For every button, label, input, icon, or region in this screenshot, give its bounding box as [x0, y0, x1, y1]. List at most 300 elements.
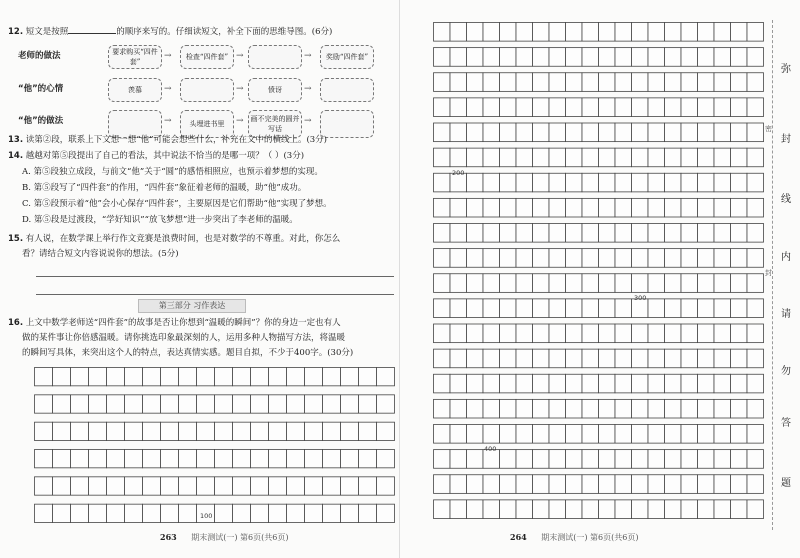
grid-cell[interactable] [566, 73, 583, 92]
grid-cell[interactable] [71, 477, 89, 495]
grid-cell[interactable] [698, 123, 715, 142]
grid-cell[interactable] [341, 395, 359, 413]
grid-cell[interactable] [648, 173, 665, 192]
grid-cell[interactable] [714, 299, 731, 318]
grid-cell[interactable] [615, 73, 632, 92]
grid-cell[interactable] [377, 450, 395, 468]
grid-cell[interactable] [483, 374, 500, 393]
grid-cell[interactable] [549, 425, 566, 444]
grid-cell[interactable] [89, 504, 107, 522]
grid-cell[interactable] [53, 450, 71, 468]
grid-cell[interactable] [714, 173, 731, 192]
grid-cell[interactable] [714, 425, 731, 444]
grid-cell[interactable] [305, 395, 323, 413]
grid-cell[interactable] [359, 477, 377, 495]
grid-cell[interactable] [648, 299, 665, 318]
grid-cell[interactable] [665, 173, 682, 192]
grid-cell[interactable] [35, 477, 53, 495]
grid-cell[interactable] [566, 48, 583, 67]
grid-cell[interactable] [549, 48, 566, 67]
grid-cell[interactable] [582, 249, 599, 268]
grid-cell[interactable] [747, 374, 764, 393]
grid-cell[interactable] [179, 450, 197, 468]
grid-cell[interactable] [533, 98, 550, 117]
grid-cell[interactable] [599, 324, 616, 343]
grid-cell[interactable] [516, 500, 533, 519]
grid-cell[interactable] [632, 198, 649, 217]
grid-cell[interactable] [125, 368, 143, 386]
grid-cell[interactable] [516, 274, 533, 293]
grid-cell[interactable] [632, 123, 649, 142]
grid-cell[interactable] [615, 23, 632, 42]
grid-cell[interactable] [731, 98, 748, 117]
grid-cell[interactable] [582, 73, 599, 92]
grid-cell[interactable] [549, 399, 566, 418]
grid-cell[interactable] [615, 224, 632, 243]
grid-cell[interactable] [71, 422, 89, 440]
grid-cell[interactable] [500, 23, 517, 42]
grid-cell[interactable] [143, 395, 161, 413]
grid-cell[interactable] [434, 23, 451, 42]
grid-cell[interactable] [731, 349, 748, 368]
grid-cell[interactable] [89, 395, 107, 413]
grid-cell[interactable] [533, 450, 550, 469]
grid-cell[interactable] [251, 368, 269, 386]
grid-cell[interactable] [287, 368, 305, 386]
grid-cell[interactable] [632, 73, 649, 92]
grid-cell[interactable] [566, 173, 583, 192]
grid-cell[interactable] [450, 374, 467, 393]
grid-cell[interactable] [107, 450, 125, 468]
option-d[interactable]: D. 第⑤段是过渡段，“学好知识”“放飞梦想”进一步突出了李老师的温暖。 [22, 215, 298, 225]
grid-cell[interactable] [665, 274, 682, 293]
grid-cell[interactable] [582, 274, 599, 293]
grid-cell[interactable] [161, 395, 179, 413]
grid-cell[interactable] [533, 374, 550, 393]
grid-cell[interactable] [549, 324, 566, 343]
grid-cell[interactable] [305, 422, 323, 440]
grid-cell[interactable] [731, 500, 748, 519]
grid-cell[interactable] [533, 349, 550, 368]
grid-cell[interactable] [53, 477, 71, 495]
grid-cell[interactable] [731, 224, 748, 243]
grid-cell[interactable] [681, 500, 698, 519]
grid-cell[interactable] [714, 450, 731, 469]
grid-cell[interactable] [215, 477, 233, 495]
grid-cell[interactable] [467, 98, 484, 117]
grid-cell[interactable] [434, 349, 451, 368]
grid-cell[interactable] [161, 368, 179, 386]
grid-cell[interactable] [500, 148, 517, 167]
grid-cell[interactable] [434, 324, 451, 343]
grid-cell[interactable] [582, 349, 599, 368]
grid-cell[interactable] [599, 173, 616, 192]
grid-cell[interactable] [549, 173, 566, 192]
grid-cell[interactable] [483, 123, 500, 142]
grid-cell[interactable] [648, 73, 665, 92]
grid-cell[interactable] [599, 475, 616, 494]
grid-cell[interactable] [467, 349, 484, 368]
grid-cell[interactable] [698, 148, 715, 167]
grid-cell[interactable] [632, 399, 649, 418]
grid-cell[interactable] [233, 450, 251, 468]
grid-cell[interactable] [698, 324, 715, 343]
grid-cell[interactable] [747, 475, 764, 494]
grid-cell[interactable] [269, 368, 287, 386]
grid-cell[interactable] [467, 23, 484, 42]
grid-cell[interactable] [747, 48, 764, 67]
grid-cell[interactable] [615, 274, 632, 293]
grid-cell[interactable] [323, 450, 341, 468]
grid-cell[interactable] [71, 368, 89, 386]
grid-cell[interactable] [549, 349, 566, 368]
grid-cell[interactable] [500, 198, 517, 217]
grid-cell[interactable] [698, 274, 715, 293]
grid-cell[interactable] [516, 324, 533, 343]
mindmap-cell[interactable] [180, 78, 234, 102]
grid-cell[interactable] [582, 23, 599, 42]
grid-cell[interactable] [566, 374, 583, 393]
grid-cell[interactable] [714, 349, 731, 368]
grid-cell[interactable] [450, 148, 467, 167]
grid-cell[interactable] [747, 500, 764, 519]
grid-cell[interactable] [582, 324, 599, 343]
grid-cell[interactable] [125, 395, 143, 413]
grid-cell[interactable] [665, 299, 682, 318]
grid-cell[interactable] [516, 148, 533, 167]
grid-cell[interactable] [714, 224, 731, 243]
grid-cell[interactable] [71, 504, 89, 522]
grid-cell[interactable] [516, 450, 533, 469]
grid-cell[interactable] [467, 48, 484, 67]
grid-cell[interactable] [566, 224, 583, 243]
grid-cell[interactable] [665, 450, 682, 469]
grid-cell[interactable] [434, 274, 451, 293]
grid-cell[interactable] [566, 299, 583, 318]
grid-cell[interactable] [483, 500, 500, 519]
grid-cell[interactable] [698, 23, 715, 42]
grid-cell[interactable] [665, 198, 682, 217]
grid-cell[interactable] [450, 475, 467, 494]
grid-cell[interactable] [731, 23, 748, 42]
grid-cell[interactable] [533, 173, 550, 192]
grid-cell[interactable] [483, 98, 500, 117]
grid-cell[interactable] [665, 224, 682, 243]
grid-cell[interactable] [215, 422, 233, 440]
grid-cell[interactable] [731, 198, 748, 217]
grid-cell[interactable] [483, 324, 500, 343]
grid-cell[interactable] [516, 374, 533, 393]
grid-cell[interactable] [533, 148, 550, 167]
grid-cell[interactable] [500, 48, 517, 67]
grid-cell[interactable] [566, 23, 583, 42]
grid-cell[interactable] [434, 98, 451, 117]
grid-cell[interactable] [632, 500, 649, 519]
grid-cell[interactable] [215, 395, 233, 413]
grid-cell[interactable] [599, 450, 616, 469]
grid-cell[interactable] [434, 249, 451, 268]
grid-cell[interactable] [599, 299, 616, 318]
grid-cell[interactable] [648, 224, 665, 243]
grid-cell[interactable] [632, 475, 649, 494]
grid-cell[interactable] [377, 368, 395, 386]
grid-cell[interactable] [681, 274, 698, 293]
grid-cell[interactable] [648, 475, 665, 494]
grid-cell[interactable] [698, 374, 715, 393]
grid-cell[interactable] [287, 450, 305, 468]
mindmap-cell[interactable] [108, 110, 162, 138]
grid-cell[interactable] [599, 249, 616, 268]
grid-cell[interactable] [549, 73, 566, 92]
grid-cell[interactable] [450, 224, 467, 243]
grid-cell[interactable] [467, 399, 484, 418]
grid-cell[interactable] [450, 23, 467, 42]
grid-cell[interactable] [681, 198, 698, 217]
grid-cell[interactable] [698, 98, 715, 117]
grid-cell[interactable] [615, 500, 632, 519]
grid-cell[interactable] [35, 504, 53, 522]
grid-cell[interactable] [516, 249, 533, 268]
grid-cell[interactable] [434, 173, 451, 192]
grid-cell[interactable] [648, 324, 665, 343]
grid-cell[interactable] [483, 224, 500, 243]
grid-cell[interactable] [516, 73, 533, 92]
grid-cell[interactable] [107, 477, 125, 495]
grid-cell[interactable] [450, 299, 467, 318]
grid-cell[interactable] [665, 148, 682, 167]
grid-cell[interactable] [516, 224, 533, 243]
grid-cell[interactable] [483, 349, 500, 368]
grid-cell[interactable] [731, 48, 748, 67]
grid-cell[interactable] [467, 374, 484, 393]
grid-cell[interactable] [450, 198, 467, 217]
grid-cell[interactable] [714, 374, 731, 393]
grid-cell[interactable] [35, 450, 53, 468]
grid-cell[interactable] [467, 173, 484, 192]
grid-cell[interactable] [533, 274, 550, 293]
option-b[interactable]: B. 第⑤段写了“四件套”的作用，“四件套”象征着老师的温暖，助“他”成功。 [22, 183, 307, 193]
grid-cell[interactable] [71, 395, 89, 413]
grid-cell[interactable] [500, 224, 517, 243]
grid-cell[interactable] [53, 395, 71, 413]
grid-cell[interactable] [434, 475, 451, 494]
grid-cell[interactable] [599, 399, 616, 418]
grid-cell[interactable] [747, 450, 764, 469]
grid-cell[interactable] [251, 504, 269, 522]
option-a[interactable]: A. 第⑤段独立成段，与前文“他”关于“圆”的感悟相照应，也预示着梦想的实现。 [22, 167, 323, 177]
grid-cell[interactable] [450, 324, 467, 343]
grid-cell[interactable] [125, 504, 143, 522]
grid-cell[interactable] [714, 274, 731, 293]
grid-cell[interactable] [434, 73, 451, 92]
grid-cell[interactable] [665, 425, 682, 444]
grid-cell[interactable] [665, 98, 682, 117]
grid-cell[interactable] [698, 425, 715, 444]
grid-cell[interactable] [483, 475, 500, 494]
grid-cell[interactable] [483, 73, 500, 92]
grid-cell[interactable] [269, 504, 287, 522]
grid-cell[interactable] [125, 477, 143, 495]
grid-cell[interactable] [582, 399, 599, 418]
grid-cell[interactable] [632, 274, 649, 293]
grid-cell[interactable] [698, 500, 715, 519]
grid-cell[interactable] [665, 249, 682, 268]
grid-cell[interactable] [599, 98, 616, 117]
grid-cell[interactable] [599, 198, 616, 217]
grid-cell[interactable] [500, 173, 517, 192]
grid-cell[interactable] [566, 324, 583, 343]
grid-cell[interactable] [615, 148, 632, 167]
grid-cell[interactable] [731, 399, 748, 418]
grid-cell[interactable] [500, 450, 517, 469]
grid-cell[interactable] [747, 299, 764, 318]
grid-cell[interactable] [450, 450, 467, 469]
grid-cell[interactable] [731, 299, 748, 318]
grid-cell[interactable] [533, 425, 550, 444]
grid-cell[interactable] [53, 422, 71, 440]
grid-cell[interactable] [615, 299, 632, 318]
grid-cell[interactable] [533, 198, 550, 217]
grid-cell[interactable] [516, 123, 533, 142]
grid-cell[interactable] [681, 249, 698, 268]
grid-cell[interactable] [681, 425, 698, 444]
grid-cell[interactable] [197, 368, 215, 386]
grid-cell[interactable] [566, 249, 583, 268]
grid-cell[interactable] [467, 249, 484, 268]
grid-cell[interactable] [483, 23, 500, 42]
grid-cell[interactable] [516, 475, 533, 494]
grid-cell[interactable] [681, 399, 698, 418]
grid-cell[interactable] [648, 274, 665, 293]
grid-cell[interactable] [450, 249, 467, 268]
grid-cell[interactable] [665, 324, 682, 343]
grid-cell[interactable] [615, 374, 632, 393]
grid-cell[interactable] [648, 425, 665, 444]
grid-cell[interactable] [215, 450, 233, 468]
grid-cell[interactable] [323, 368, 341, 386]
grid-cell[interactable] [681, 324, 698, 343]
grid-cell[interactable] [533, 249, 550, 268]
grid-cell[interactable] [467, 224, 484, 243]
grid-cell[interactable] [615, 198, 632, 217]
grid-cell[interactable] [698, 299, 715, 318]
grid-cell[interactable] [714, 98, 731, 117]
grid-cell[interactable] [305, 477, 323, 495]
grid-cell[interactable] [747, 148, 764, 167]
grid-cell[interactable] [549, 98, 566, 117]
grid-cell[interactable] [648, 249, 665, 268]
grid-cell[interactable] [53, 504, 71, 522]
grid-cell[interactable] [599, 274, 616, 293]
grid-cell[interactable] [323, 422, 341, 440]
grid-cell[interactable] [516, 425, 533, 444]
grid-cell[interactable] [566, 123, 583, 142]
grid-cell[interactable] [483, 274, 500, 293]
grid-cell[interactable] [483, 299, 500, 318]
grid-cell[interactable] [305, 368, 323, 386]
grid-cell[interactable] [233, 368, 251, 386]
grid-cell[interactable] [233, 395, 251, 413]
grid-cell[interactable] [179, 368, 197, 386]
grid-cell[interactable] [500, 98, 517, 117]
grid-cell[interactable] [89, 368, 107, 386]
grid-cell[interactable] [582, 148, 599, 167]
grid-cell[interactable] [377, 395, 395, 413]
grid-cell[interactable] [714, 399, 731, 418]
grid-cell[interactable] [107, 368, 125, 386]
grid-cell[interactable] [179, 422, 197, 440]
grid-cell[interactable] [665, 23, 682, 42]
grid-cell[interactable] [516, 173, 533, 192]
grid-cell[interactable] [731, 249, 748, 268]
grid-cell[interactable] [161, 504, 179, 522]
grid-cell[interactable] [450, 98, 467, 117]
grid-cell[interactable] [615, 425, 632, 444]
grid-cell[interactable] [269, 477, 287, 495]
grid-cell[interactable] [359, 504, 377, 522]
grid-cell[interactable] [632, 224, 649, 243]
writing-grid[interactable] [34, 367, 396, 524]
grid-cell[interactable] [599, 500, 616, 519]
grid-cell[interactable] [434, 224, 451, 243]
grid-cell[interactable] [632, 324, 649, 343]
grid-cell[interactable] [233, 477, 251, 495]
grid-cell[interactable] [632, 23, 649, 42]
grid-cell[interactable] [500, 399, 517, 418]
grid-cell[interactable] [747, 198, 764, 217]
grid-cell[interactable] [648, 198, 665, 217]
grid-cell[interactable] [287, 504, 305, 522]
grid-cell[interactable] [434, 425, 451, 444]
grid-cell[interactable] [341, 477, 359, 495]
grid-cell[interactable] [648, 23, 665, 42]
grid-cell[interactable] [143, 450, 161, 468]
grid-cell[interactable] [632, 173, 649, 192]
grid-cell[interactable] [549, 299, 566, 318]
grid-cell[interactable] [714, 324, 731, 343]
grid-cell[interactable] [747, 349, 764, 368]
grid-cell[interactable] [665, 48, 682, 67]
grid-cell[interactable] [450, 500, 467, 519]
grid-cell[interactable] [89, 422, 107, 440]
grid-cell[interactable] [533, 299, 550, 318]
grid-cell[interactable] [549, 450, 566, 469]
grid-cell[interactable] [582, 425, 599, 444]
grid-cell[interactable] [615, 399, 632, 418]
grid-cell[interactable] [665, 349, 682, 368]
grid-cell[interactable] [566, 148, 583, 167]
grid-cell[interactable] [377, 422, 395, 440]
grid-cell[interactable] [747, 98, 764, 117]
grid-cell[interactable] [483, 48, 500, 67]
grid-cell[interactable] [648, 123, 665, 142]
grid-cell[interactable] [323, 395, 341, 413]
grid-cell[interactable] [500, 299, 517, 318]
grid-cell[interactable] [377, 477, 395, 495]
grid-cell[interactable] [681, 224, 698, 243]
grid-cell[interactable] [287, 422, 305, 440]
grid-cell[interactable] [566, 198, 583, 217]
mindmap-cell[interactable] [248, 45, 302, 69]
grid-cell[interactable] [681, 173, 698, 192]
grid-cell[interactable] [533, 399, 550, 418]
grid-cell[interactable] [648, 48, 665, 67]
grid-cell[interactable] [516, 299, 533, 318]
grid-cell[interactable] [500, 123, 517, 142]
grid-cell[interactable] [681, 23, 698, 42]
grid-cell[interactable] [434, 500, 451, 519]
grid-cell[interactable] [582, 475, 599, 494]
